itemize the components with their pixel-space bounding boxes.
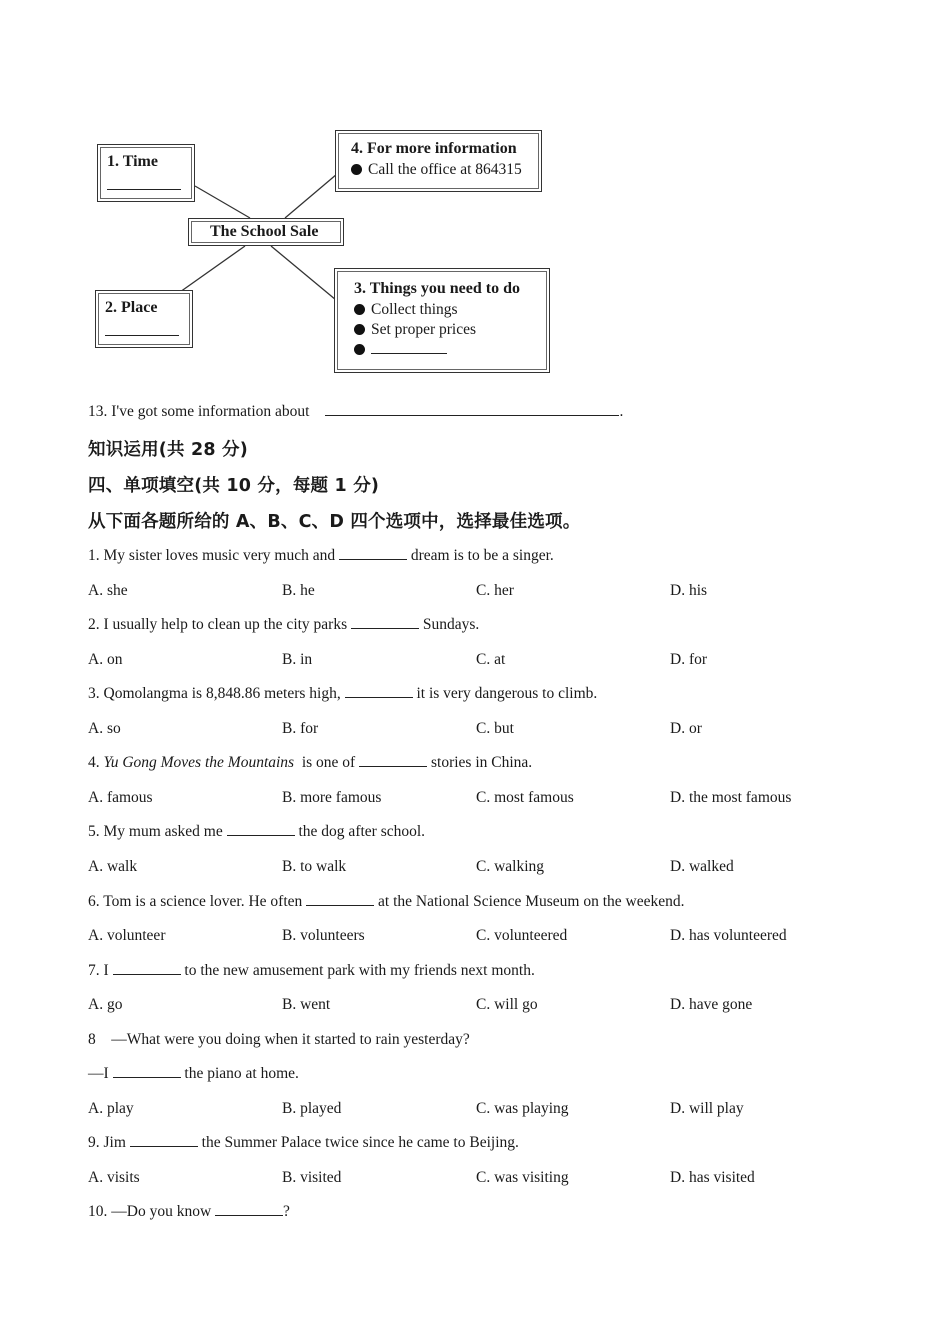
option-d[interactable]: D. or	[670, 720, 702, 737]
place-blank	[105, 335, 179, 336]
answer-blank	[339, 547, 407, 560]
option-d[interactable]: D. the most famous	[670, 789, 792, 806]
time-blank	[107, 189, 181, 190]
question-6: 6. Tom is a science lover. He often at the National Science Museum on the weekend.	[88, 893, 685, 910]
option-c[interactable]: C. volunteered	[476, 927, 568, 944]
section-instruction: 从下面各题所给的 A、B、C、D 四个选项中，选择最佳选项。	[88, 512, 581, 532]
things-item-1: Collect things	[354, 301, 458, 319]
bullet-icon	[354, 304, 365, 315]
option-a[interactable]: A. famous	[88, 789, 153, 806]
option-d[interactable]: D. will play	[670, 1100, 744, 1117]
option-d[interactable]: D. have gone	[670, 996, 753, 1013]
info-box	[335, 130, 542, 192]
option-c[interactable]: C. walking	[476, 858, 545, 875]
things-item-3	[354, 341, 447, 359]
option-c[interactable]: C. her	[476, 582, 514, 599]
section-title: 四、单项填空(共 10 分，每题 1 分)	[88, 476, 380, 496]
option-a[interactable]: A. volunteer	[88, 927, 166, 944]
option-b[interactable]: B. to walk	[282, 858, 347, 875]
info-item: Call the office at 864315	[351, 161, 522, 179]
option-a[interactable]: A. walk	[88, 858, 138, 875]
time-box-title: 1. Time	[107, 153, 158, 170]
part-title: 知识运用(共 28 分)	[88, 440, 248, 460]
option-b[interactable]: B. visited	[282, 1169, 342, 1186]
answer-blank	[325, 403, 619, 416]
option-a[interactable]: A. so	[88, 720, 121, 737]
option-a[interactable]: A. on	[88, 651, 123, 668]
time-box	[97, 144, 195, 202]
option-d[interactable]: D. has visited	[670, 1169, 755, 1186]
option-d[interactable]: D. his	[670, 582, 708, 599]
place-box-title: 2. Place	[105, 299, 158, 316]
bullet-icon	[354, 344, 365, 355]
option-c[interactable]: C. at	[476, 651, 506, 668]
option-a[interactable]: A. visits	[88, 1169, 140, 1186]
info-box-title: 4. For more information	[351, 140, 517, 157]
option-c[interactable]: C. most famous	[476, 789, 574, 806]
answer-blank	[130, 1134, 198, 1147]
option-c[interactable]: C. was playing	[476, 1100, 569, 1117]
things-item-2: Set proper prices	[354, 321, 476, 339]
center-box	[188, 218, 344, 246]
question-8-reply: —I the piano at home.	[88, 1065, 299, 1082]
answer-blank	[359, 754, 427, 767]
question-7: 7. I to the new amusement park with my friends next month.	[88, 962, 535, 979]
center-title: The School Sale	[210, 223, 319, 240]
question-8: 8 —What were you doing when it started to rain yesterday?	[88, 1031, 470, 1048]
option-c[interactable]: C. will go	[476, 996, 538, 1013]
option-a[interactable]: A. play	[88, 1100, 134, 1117]
question-13: 13. I've got some information about .	[88, 403, 624, 420]
option-a[interactable]: A. she	[88, 582, 128, 599]
option-b[interactable]: B. volunteers	[282, 927, 365, 944]
option-b[interactable]: B. in	[282, 651, 313, 668]
answer-blank	[345, 685, 413, 698]
bullet-icon	[351, 164, 362, 175]
things-box	[334, 268, 550, 373]
question-1: 1. My sister loves music very much and dream is to be a singer.	[88, 547, 554, 564]
question-4: 4. Yu Gong Moves the Mountains is one of stories in China.	[88, 754, 533, 771]
answer-blank	[306, 893, 374, 906]
things-blank	[371, 341, 447, 354]
book-title: Yu Gong Moves the Mountains	[103, 754, 295, 771]
place-box	[95, 290, 193, 348]
option-b[interactable]: B. more famous	[282, 789, 382, 806]
option-b[interactable]: B. he	[282, 582, 315, 599]
option-b[interactable]: B. went	[282, 996, 331, 1013]
option-c[interactable]: C. but	[476, 720, 514, 737]
option-d[interactable]: D. has volunteered	[670, 927, 787, 944]
option-a[interactable]: A. go	[88, 996, 123, 1013]
answer-blank	[113, 1065, 181, 1078]
question-10: 10. —Do you know ?	[88, 1203, 290, 1220]
option-d[interactable]: D. walked	[670, 858, 734, 875]
option-b[interactable]: B. for	[282, 720, 319, 737]
things-box-title: 3. Things you need to do	[354, 280, 520, 297]
answer-blank	[113, 962, 181, 975]
answer-blank	[351, 616, 419, 629]
bullet-icon	[354, 324, 365, 335]
question-9: 9. Jim the Summer Palace twice since he came to Beijing.	[88, 1134, 519, 1151]
question-5: 5. My mum asked me the dog after school.	[88, 823, 426, 840]
question-2: 2. I usually help to clean up the city parks Sundays.	[88, 616, 480, 633]
option-b[interactable]: B. played	[282, 1100, 342, 1117]
answer-blank	[227, 823, 295, 836]
option-c[interactable]: C. was visiting	[476, 1169, 569, 1186]
answer-blank	[215, 1203, 283, 1216]
school-sale-diagram	[85, 120, 565, 385]
question-3: 3. Qomolangma is 8,848.86 meters high, it is very dangerous to climb.	[88, 685, 598, 702]
option-d[interactable]: D. for	[670, 651, 708, 668]
